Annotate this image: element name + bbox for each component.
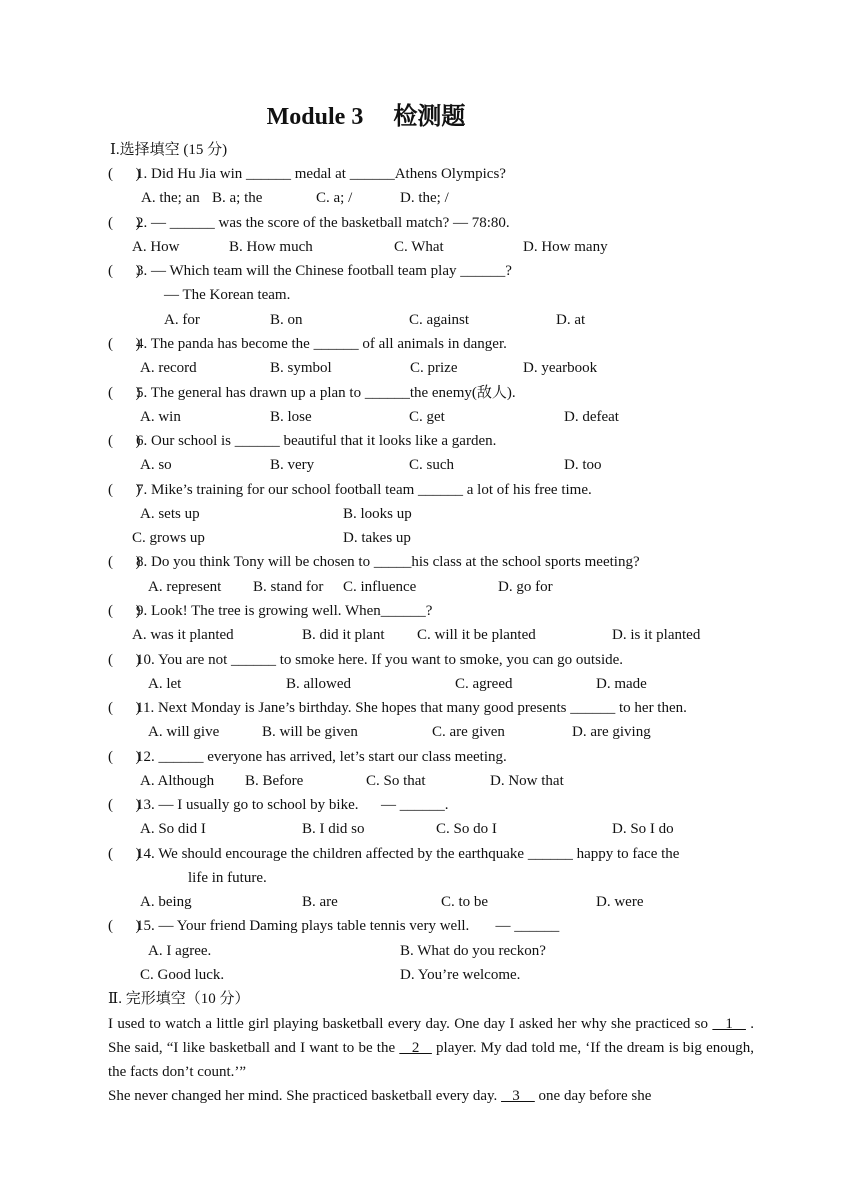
option-c: C. a; / xyxy=(316,190,353,206)
option-a: A. being xyxy=(140,894,192,910)
question-text: 3. — Which team will the Chinese football team play ______? xyxy=(136,263,512,279)
option-d: D. So I do xyxy=(612,821,674,837)
option-a: A. let xyxy=(148,676,182,692)
cloze-blank-2[interactable]: 2 xyxy=(399,1040,432,1056)
option-a: A. So did I xyxy=(140,821,206,837)
section-heading-cloze: Ⅱ. 完形填空（10 分） xyxy=(108,991,250,1007)
option-d: D. defeat xyxy=(564,409,619,425)
question-8 xyxy=(108,552,640,572)
question-text: 5. The general has drawn up a plan to ______the enemy(敌人). xyxy=(136,385,516,401)
option-a: A. will give xyxy=(148,724,220,740)
question-13 xyxy=(108,795,448,815)
option-d: D. made xyxy=(596,676,647,692)
option-a: A. I agree. xyxy=(148,943,212,959)
option-d: D. the; / xyxy=(400,190,449,206)
option-c: C. will it be planted xyxy=(417,627,536,643)
question-text: 7. Mike’s training for our school football team ______ a lot of his free time. xyxy=(136,482,592,498)
question-text: 9. Look! The tree is growing well. When______? xyxy=(136,603,433,619)
question-text: 13. — I usually go to school by bike. — ______. xyxy=(136,797,449,813)
answer-blank[interactable]: ( ) xyxy=(108,263,141,279)
cloze-blank-1[interactable]: 1 xyxy=(712,1016,746,1032)
option-a: A. sets up xyxy=(140,506,200,522)
question-text: 12. ______ everyone has arrived, let’s start our class meeting. xyxy=(136,749,507,765)
section-heading-choice: Ⅰ.选择填空 (15 分) xyxy=(110,142,228,158)
passage-text: I used to watch a little girl playing basketball every day. One day I asked her why she practiced so xyxy=(108,1016,709,1032)
option-c: C. against xyxy=(409,312,469,328)
question-text: 10. You are not ______ to smoke here. If you want to smoke, you can go outside. xyxy=(136,652,624,668)
answer-blank[interactable]: ( ) xyxy=(108,166,141,182)
option-c: C. agreed xyxy=(455,676,513,692)
question-text: 8. Do you think Tony will be chosen to _____his class at the school sports meeting? xyxy=(136,554,640,570)
question-9 xyxy=(108,601,432,621)
option-d: D. How many xyxy=(523,239,608,255)
option-d: D. at xyxy=(556,312,586,328)
option-c: C. to be xyxy=(441,894,489,910)
option-d: D. go for xyxy=(498,579,553,595)
question-7 xyxy=(108,480,592,500)
option-c: C. get xyxy=(409,409,445,425)
option-b: B. did it plant xyxy=(302,627,385,643)
option-c: C. influence xyxy=(343,579,417,595)
answer-blank[interactable]: ( ) xyxy=(108,846,141,862)
answer-blank[interactable]: ( ) xyxy=(108,336,141,352)
question-10 xyxy=(108,650,623,670)
question-text: 4. The panda has become the ______ of all animals in danger. xyxy=(136,336,507,352)
answer-blank[interactable]: ( ) xyxy=(108,749,141,765)
option-c: C. Good luck. xyxy=(140,967,225,983)
option-a: A. win xyxy=(140,409,181,425)
passage-text: She never changed her mind. She practiced basketball every day. xyxy=(108,1088,502,1104)
option-b: B. Before xyxy=(245,773,304,789)
cloze-passage xyxy=(108,1012,754,1108)
option-d: D. Now that xyxy=(490,773,564,789)
answer-blank[interactable]: ( ) xyxy=(108,918,141,934)
option-c: C. such xyxy=(409,457,454,473)
option-a: A. the; an xyxy=(141,190,200,206)
question-6 xyxy=(108,431,496,451)
option-b: B. very xyxy=(270,457,315,473)
option-c: C. What xyxy=(394,239,444,255)
question-15 xyxy=(108,916,559,936)
option-a: A. was it planted xyxy=(132,627,234,643)
question-text: 11. Next Monday is Jane’s birthday. She hopes that many good presents ______ to her then. xyxy=(136,700,687,716)
option-a: A. for xyxy=(164,312,200,328)
question-4 xyxy=(108,334,507,354)
option-c: C. prize xyxy=(410,360,458,376)
option-b: B. on xyxy=(270,312,303,328)
question-sub-line: life in future. xyxy=(188,870,267,886)
option-b: B. are xyxy=(302,894,338,910)
question-5 xyxy=(108,383,516,403)
option-d: D. yearbook xyxy=(523,360,598,376)
cloze-blank-3[interactable]: 3 xyxy=(501,1088,535,1104)
question-text: 14. We should encourage the children affected by the earthquake ______ happy to face the xyxy=(136,846,680,862)
question-text: 1. Did Hu Jia win ______ medal at ______Athens Olympics? xyxy=(136,166,506,182)
option-d: D. were xyxy=(596,894,644,910)
option-d: D. too xyxy=(564,457,602,473)
page-title: Module 3 检测题 xyxy=(266,104,466,130)
option-d: D. is it planted xyxy=(612,627,701,643)
question-text: 15. — Your friend Daming plays table tennis very well. — ______ xyxy=(136,918,560,934)
option-c: C. are given xyxy=(432,724,505,740)
question-text: 6. Our school is ______ beautiful that it looks like a garden. xyxy=(136,433,497,449)
answer-blank[interactable]: ( ) xyxy=(108,797,141,813)
option-a: A. Although xyxy=(140,773,215,789)
option-b: B. lose xyxy=(270,409,312,425)
option-d: D. takes up xyxy=(343,530,411,546)
answer-blank[interactable]: ( ) xyxy=(108,652,141,668)
answer-blank[interactable]: ( ) xyxy=(108,433,141,449)
question-1 xyxy=(108,164,506,184)
answer-blank[interactable]: ( ) xyxy=(108,700,141,716)
option-a: A. so xyxy=(140,457,172,473)
option-b: B. stand for xyxy=(253,579,324,595)
option-d: D. are giving xyxy=(572,724,651,740)
question-text: 2. — ______ was the score of the basketball match? — 78:80. xyxy=(136,215,510,231)
option-b: B. symbol xyxy=(270,360,332,376)
option-b: B. a; the xyxy=(212,190,263,206)
answer-blank[interactable]: ( ) xyxy=(108,215,141,231)
option-b: B. will be given xyxy=(262,724,358,740)
option-b: B. allowed xyxy=(286,676,351,692)
option-b: B. I did so xyxy=(302,821,365,837)
passage-text: one day before she xyxy=(534,1088,652,1104)
question-2 xyxy=(108,213,510,233)
option-a: A. How xyxy=(132,239,180,255)
option-a: A. represent xyxy=(148,579,222,595)
answer-blank[interactable]: ( ) xyxy=(108,554,141,570)
passage-text: . She said, “I like basketball and I want to be the xyxy=(108,1016,755,1056)
question-11 xyxy=(108,698,687,718)
answer-blank[interactable]: ( ) xyxy=(108,482,141,498)
option-a: A. record xyxy=(140,360,197,376)
question-14 xyxy=(108,844,679,864)
question-12 xyxy=(108,747,507,767)
passage-text: player. My dad told me, ‘If the dream is big enough, the facts don’t count.’” xyxy=(108,1040,755,1080)
option-c: C. So that xyxy=(366,773,426,789)
option-c: C. So do I xyxy=(436,821,497,837)
option-d: D. You’re welcome. xyxy=(400,967,521,983)
answer-blank[interactable]: ( ) xyxy=(108,603,141,619)
question-3 xyxy=(108,261,512,281)
option-c: C. grows up xyxy=(132,530,205,546)
question-sub-line: — The Korean team. xyxy=(164,287,291,303)
option-b: B. How much xyxy=(229,239,313,255)
answer-blank[interactable]: ( ) xyxy=(108,385,141,401)
option-b: B. looks up xyxy=(343,506,412,522)
option-b: B. What do you reckon? xyxy=(400,943,546,959)
